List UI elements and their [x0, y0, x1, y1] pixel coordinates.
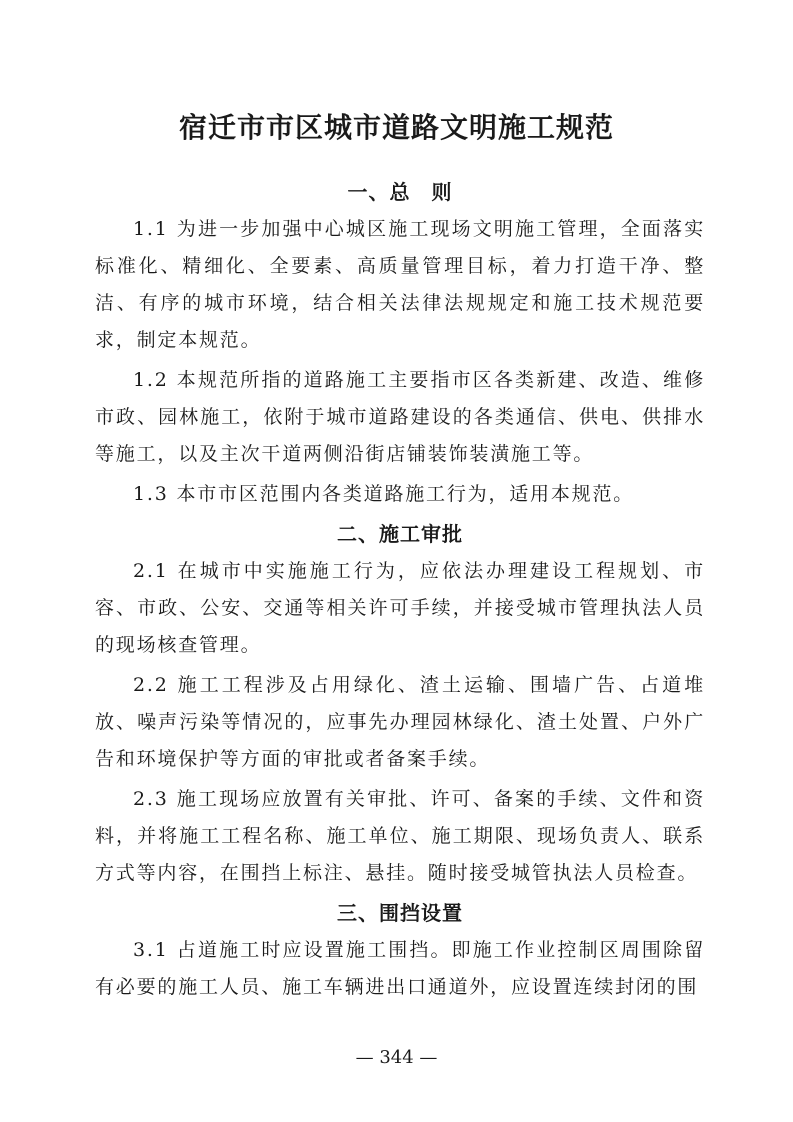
- section-heading: 一、总 则: [347, 180, 453, 204]
- section-heading: 三、围挡设置: [337, 901, 463, 925]
- section-general: [95, 174, 705, 513]
- section-heading: 二、施工审批: [337, 522, 463, 546]
- section-enclosure-setup: [95, 895, 705, 1006]
- paragraph-2-3: 2.3 施工现场应放置有关审批、许可、备案的手续、文件和资料，并将施工工程名称、施工单位、施工期限、现场负责人、联系方式等内容，在围挡上标注、悬挂。随时接受城管执法人员检查。: [95, 788, 705, 884]
- paragraph-1-1: 1.1 为进一步加强中心城区施工现场文明施工管理，全面落实标准化、精细化、全要素、高质量管理目标，着力打造干净、整洁、有序的城市环境，结合相关法律法规规定和施工技术规范要求，制定本规范。: [95, 218, 705, 351]
- section-construction-approval: [95, 516, 705, 892]
- page-title: 宿迁市市区城市道路文明施工规范: [178, 111, 614, 144]
- page-number: — 344 —: [355, 1047, 438, 1068]
- paragraph-2-2: 2.2 施工工程涉及占用绿化、渣土运输、围墙广告、占道堆放、噪声污染等情况的，应事先办理园林绿化、渣土处置、户外广告和环境保护等方面的审批或者备案手续。: [95, 674, 705, 770]
- paragraph-2-1: 2.1 在城市中实施施工行为，应依法办理建设工程规划、市容、市政、公安、交通等相关许可手续，并接受城市管理执法人员的现场核查管理。: [95, 560, 705, 656]
- paragraph-1-2: 1.2 本规范所指的道路施工主要指市区各类新建、改造、维修市政、园林施工，依附于城市道路建设的各类通信、供电、供排水等施工，以及主次干道两侧沿街店铺装饰装潢施工等。: [95, 369, 705, 465]
- paragraph-3-1: 3.1 占道施工时应设置施工围挡。即施工作业控制区周围除留有必要的施工人员、施工车辆进出口通道外，应设置连续封闭的围: [95, 939, 705, 998]
- document-body: [95, 174, 705, 1009]
- paragraph-1-3: 1.3 本市市区范围内各类道路施工行为，适用本规范。: [133, 483, 635, 505]
